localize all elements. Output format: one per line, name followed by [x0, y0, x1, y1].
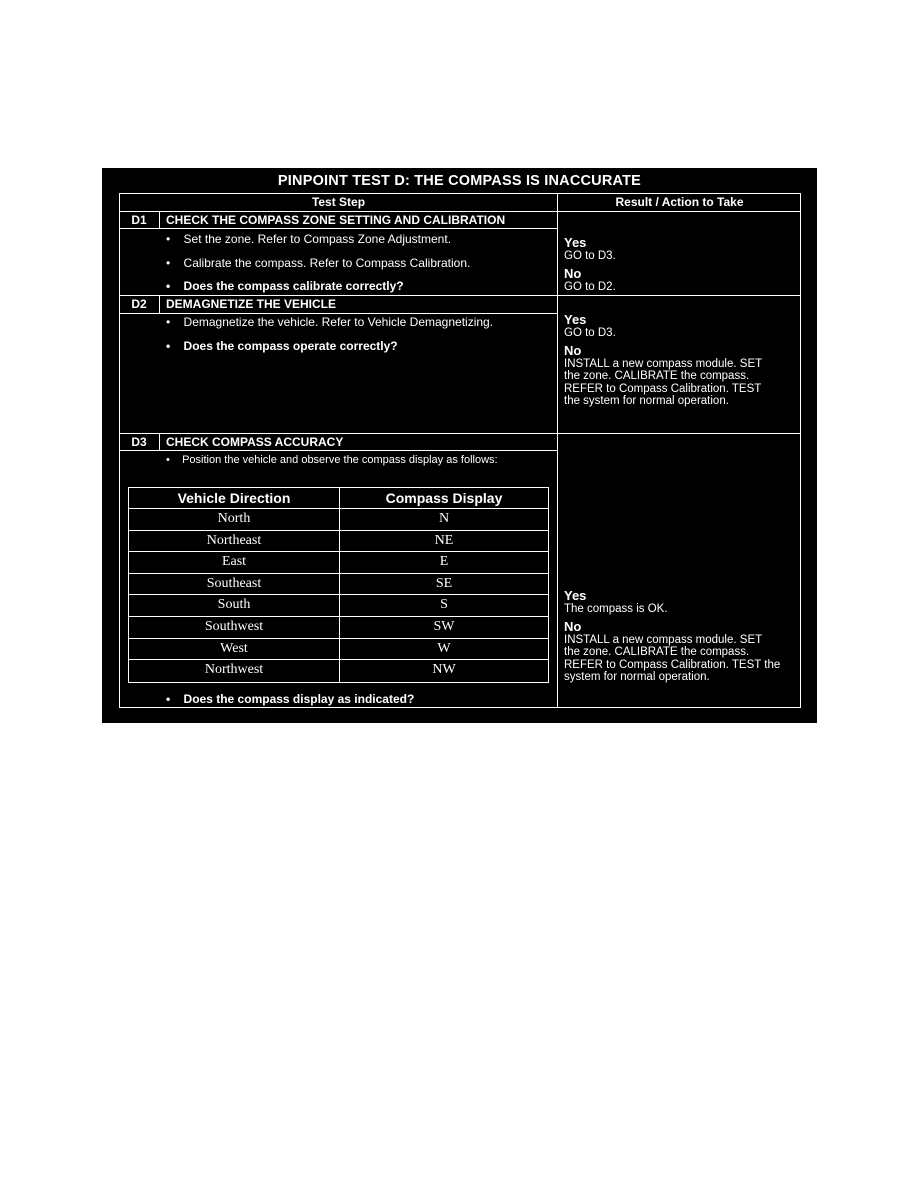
step-title-d2: DEMAGNETIZE THE VEHICLE — [166, 297, 337, 311]
d3-question: • Does the compass display as indicated? — [166, 692, 415, 706]
step-id-d3: D3 — [131, 435, 147, 449]
compass-row-direction: South — [217, 597, 251, 613]
d3-no-label: No — [564, 618, 582, 634]
compass-row-display: S — [440, 597, 448, 613]
d3-top-rule — [119, 433, 801, 434]
d3-yes-label: Yes — [564, 588, 587, 603]
d1-title-rule — [119, 228, 557, 229]
d1-yes-text: GO to D3. — [564, 250, 616, 262]
compass-row-direction: Southwest — [204, 619, 264, 634]
compass-row-direction: Southeast — [206, 575, 262, 591]
d3-no-line-4: system for normal operation. — [564, 671, 710, 683]
d2-bullet-1-text: Demagnetize the vehicle. Refer to Vehicle Demagnetizing. — [183, 315, 494, 329]
d2-id-divider — [159, 295, 160, 313]
d2-yes-label: Yes — [564, 312, 587, 327]
d1-yes-label: Yes — [564, 235, 587, 250]
d2-no-line-1: INSTALL a new compass module. SET — [564, 357, 763, 370]
compass-table-header-direction: Vehicle Direction — [177, 490, 291, 506]
d1-no-text: GO to D2. — [564, 280, 616, 293]
d3-bullet-1-text: Position the vehicle and observe the compass display as follows: — [182, 454, 498, 466]
header-result: Result / Action to Take — [615, 195, 744, 209]
header-test-step: Test Step — [311, 195, 366, 209]
d3-no-line-1: INSTALL a new compass module. SET — [564, 633, 763, 646]
column-divider — [557, 193, 558, 708]
d2-no-line-4: the system for normal operation. — [564, 395, 729, 407]
d1-no-label: No — [564, 265, 582, 281]
d2-result — [564, 313, 814, 408]
d3-title-rule — [119, 450, 557, 451]
d2-top-rule — [119, 295, 801, 296]
d1-bullet-2: • Calibrate the compass. Refer to Compass Calibration. — [166, 256, 471, 270]
d1-bullet-2-text: Calibrate the compass. Refer to Compass Calibration. — [183, 256, 471, 270]
step-id-d1: D1 — [131, 213, 147, 227]
d2-title-rule — [119, 313, 557, 314]
d2-question-text: Does the compass operate correctly? — [183, 339, 398, 353]
d2-no-label: No — [564, 342, 582, 358]
d3-yes-text: The compass is OK. — [564, 603, 668, 615]
compass-row-direction: North — [217, 511, 251, 526]
d2-bullet-1: • Demagnetize the vehicle. Refer to Vehicle Demagnetizing. — [166, 315, 494, 329]
d1-bullet-1: • Set the zone. Refer to Compass Zone Adjustment. — [166, 232, 452, 246]
d1-id-divider — [159, 211, 160, 228]
d2-no-line-3: REFER to Compass Calibration. TEST — [564, 382, 762, 395]
compass-table-header-display: Compass Display — [385, 490, 503, 506]
d3-id-divider — [159, 433, 160, 450]
d1-question: • Does the compass calibrate correctly? — [166, 279, 404, 293]
compass-row-direction: Northwest — [204, 662, 264, 678]
step-id-d2: D2 — [131, 297, 147, 311]
compass-row-display: SE — [435, 575, 453, 591]
compass-row-direction: East — [221, 554, 247, 570]
header-divider — [119, 211, 801, 212]
compass-row-direction: West — [220, 640, 248, 656]
d3-no-line-3: REFER to Compass Calibration. TEST the — [564, 658, 781, 671]
d1-result — [564, 236, 814, 293]
pinpoint-test-panel — [102, 168, 817, 723]
compass-row-display: NE — [434, 532, 454, 548]
d3-bullet-1: • Position the vehicle and observe the compass display as follows: — [166, 454, 498, 466]
d1-question-text: Does the compass calibrate correctly? — [183, 279, 404, 293]
page-title: PINPOINT TEST D: THE COMPASS IS INACCURATE — [277, 173, 642, 189]
d3-no-line-2: the zone. CALIBRATE the compass. — [564, 646, 750, 658]
d2-yes-text: GO to D3. — [564, 327, 616, 339]
d2-no-line-2: the zone. CALIBRATE the compass. — [564, 370, 750, 382]
compass-row-display: NW — [432, 662, 456, 678]
step-title-d3: CHECK COMPASS ACCURACY — [166, 435, 344, 449]
d2-question: • Does the compass operate correctly? — [166, 339, 398, 353]
step-title-d1: CHECK THE COMPASS ZONE SETTING AND CALIBRATION — [166, 213, 506, 227]
compass-direction-table — [128, 487, 549, 683]
compass-row-display: SW — [433, 619, 455, 634]
compass-row-display: E — [439, 554, 449, 570]
d3-result — [564, 589, 814, 684]
compass-row-direction: Northeast — [206, 532, 262, 548]
compass-row-display: N — [438, 511, 450, 526]
d1-bullet-1-text: Set the zone. Refer to Compass Zone Adjustment. — [183, 232, 452, 246]
d3-question-text: Does the compass display as indicated? — [183, 692, 415, 706]
compass-row-display: W — [437, 640, 451, 656]
